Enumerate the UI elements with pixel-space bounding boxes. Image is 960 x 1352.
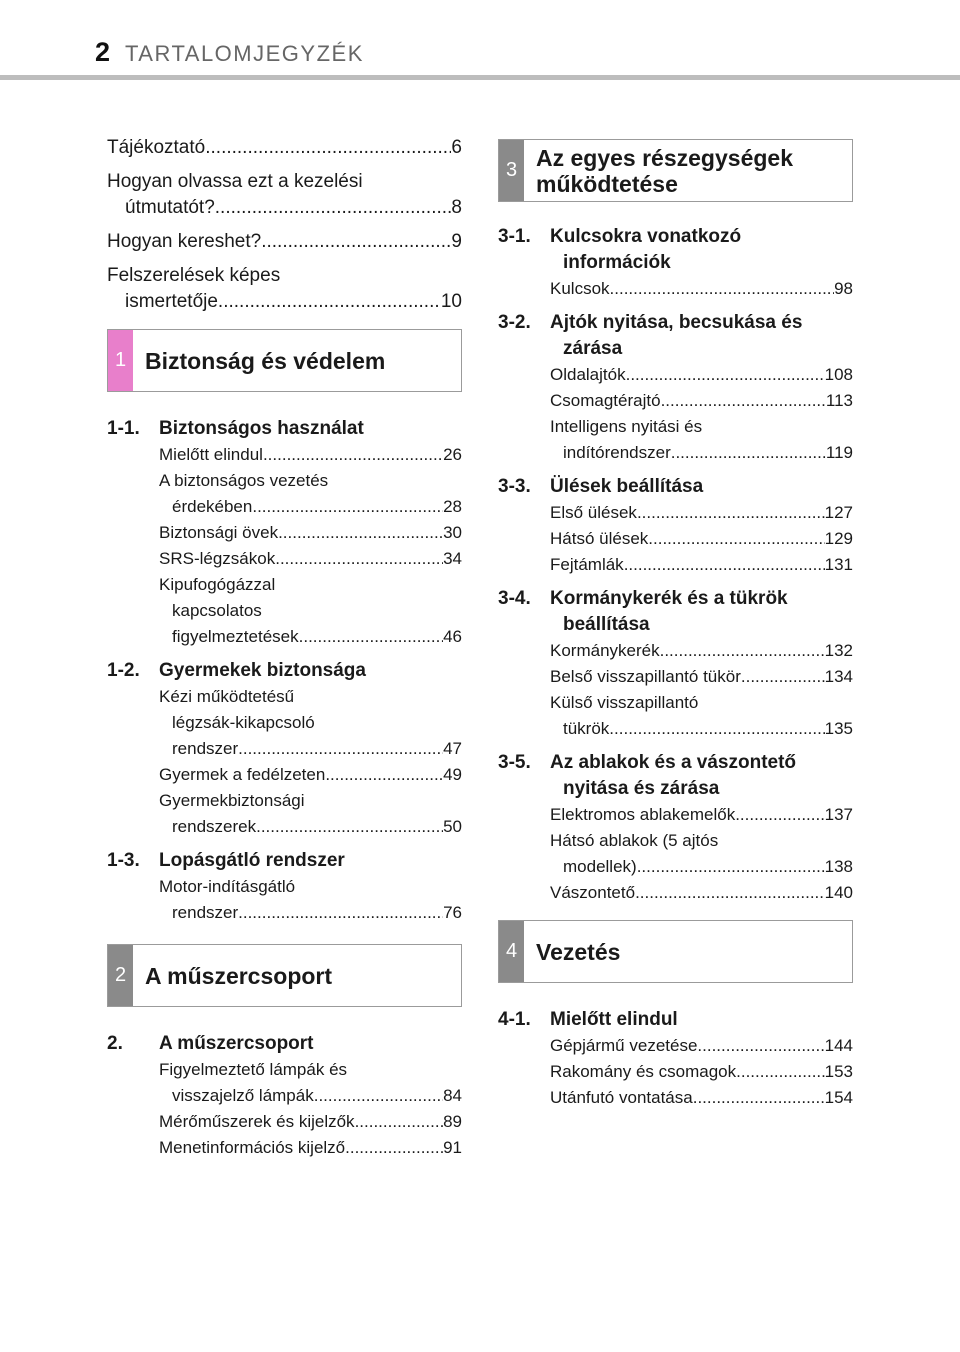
toc-item[interactable]: Gyermekbiztonsági rendszerek ..... 50 <box>159 788 462 840</box>
header-rule <box>0 75 960 80</box>
section-3-5-items <box>498 802 853 906</box>
chapter-2-tab: 2 <box>108 945 133 1006</box>
toc-item[interactable]: Kormánykerék ..... 132 <box>550 638 853 664</box>
header-title: TARTALOMJEGYZÉK <box>125 41 364 66</box>
chapter-3-tab: 3 <box>499 140 524 201</box>
chapter-1-title: Biztonság és védelem <box>145 347 386 374</box>
toc-item[interactable]: Csomagtérajtó ..... 113 <box>550 388 853 414</box>
chapter-1-header[interactable] <box>107 329 462 392</box>
toc-item[interactable]: Hátsó ablakok (5 ajtós modellek) ..... 138 <box>550 828 853 880</box>
section-3-3-title[interactable]: 3-3. Ülések beállítása <box>498 476 704 497</box>
toc-item[interactable]: Belső visszapillantó tükör ..... 134 <box>550 664 853 690</box>
chapter-3-title: Az egyes részegységek működtetése <box>536 144 793 197</box>
section-3-2-items <box>498 362 853 466</box>
section-1-3-items <box>107 874 462 926</box>
toc-item[interactable]: Menetinformációs kijelző ..... 91 <box>159 1135 462 1161</box>
toc-item[interactable]: Elektromos ablakemelők ..... 137 <box>550 802 853 828</box>
chapter-4-title: Vezetés <box>536 938 621 965</box>
section-3-5-title[interactable]: 3-5. Az ablakok és a vászontető nyitása és zárása <box>498 752 797 799</box>
toc-item[interactable]: Mérőműszerek és kijelzők ..... 89 <box>159 1109 462 1135</box>
chapter-1-tab: 1 <box>108 330 133 391</box>
toc-item[interactable]: Oldalajtók ..... 108 <box>550 362 853 388</box>
toc-item[interactable]: Első ülések ..... 127 <box>550 500 853 526</box>
section-3-4-title[interactable]: 3-4. Kormánykerék és a tükrök beállítása <box>498 588 788 635</box>
toc-item[interactable]: Kézi működtetésű légzsák-kikapcsoló rendszer ..... 47 <box>159 684 462 762</box>
section-1-1-items <box>107 442 462 650</box>
section-1-3-title[interactable]: 1-3. Lopásgátló rendszer <box>107 850 345 871</box>
section-3-1-items <box>498 276 853 302</box>
toc-entry-hogyan-kereshet[interactable]: Hogyan kereshet? ..... 9 <box>107 229 462 255</box>
toc-left-column <box>107 135 462 1161</box>
toc-item[interactable]: Motor-indításgátló rendszer ..... 76 <box>159 874 462 926</box>
toc-entry-tajekoztato[interactable]: Tájékoztató ..... 6 <box>107 135 462 161</box>
section-1-1-title[interactable]: 1-1. Biztonságos használat <box>107 418 364 439</box>
chapter-4-header[interactable] <box>498 920 853 983</box>
section-1-2-title[interactable]: 1-2. Gyermekek biztonsága <box>107 660 366 681</box>
page-header <box>0 0 960 80</box>
toc-item[interactable]: Vászontető ..... 140 <box>550 880 853 906</box>
toc-item[interactable]: Utánfutó vontatása ..... 154 <box>550 1085 853 1111</box>
toc-item[interactable]: Külső visszapillantó tükrök ..... 135 <box>550 690 853 742</box>
toc-item[interactable]: Intelligens nyitási és indítórendszer ..... 119 <box>550 414 853 466</box>
chapter-3-header[interactable] <box>498 139 853 202</box>
toc-item[interactable]: Kipufogógázzal kapcsolatos figyelmeztetések ..... 46 <box>159 572 462 650</box>
section-3-4-items <box>498 638 853 742</box>
toc-item[interactable]: Gépjármű vezetése ..... 144 <box>550 1033 853 1059</box>
section-3-3-items <box>498 500 853 578</box>
chapter-2-header[interactable] <box>107 944 462 1007</box>
toc-entry-hogyan-olvassa[interactable]: Hogyan olvassa ezt a kezelési útmutatót? ..... 8 <box>107 169 462 221</box>
toc-right-column <box>498 139 853 1111</box>
toc-item[interactable]: A biztonságos vezetés érdekében ..... 28 <box>159 468 462 520</box>
toc-item[interactable]: Hátsó ülések ..... 129 <box>550 526 853 552</box>
section-2-title[interactable]: 2. A műszercsoport <box>107 1033 314 1054</box>
toc-item[interactable]: Rakomány és csomagok ..... 153 <box>550 1059 853 1085</box>
toc-entry-felszerelesek[interactable]: Felszerelések képes ismertetője ..... 10 <box>107 263 462 315</box>
section-3-1-title[interactable]: 3-1. Kulcsokra vonatkozó információk <box>498 226 742 273</box>
toc-item[interactable]: SRS-légzsákok ..... 34 <box>159 546 462 572</box>
page-number: 2 <box>95 37 111 67</box>
section-3-2-title[interactable]: 3-2. Ajtók nyitása, becsukása és zárása <box>498 312 803 359</box>
toc-item[interactable]: Kulcsok ..... 98 <box>550 276 853 302</box>
toc-item[interactable]: Fejtámlák ..... 131 <box>550 552 853 578</box>
toc-item[interactable]: Figyelmeztető lámpák és visszajelző lámpák ..... 84 <box>159 1057 462 1109</box>
toc-item[interactable]: Biztonsági övek ..... 30 <box>159 520 462 546</box>
section-1-2-items <box>107 684 462 840</box>
chapter-2-title: A műszercsoport <box>145 962 333 989</box>
section-4-1-items <box>498 1033 853 1111</box>
section-4-1-title[interactable]: 4-1. Mielőtt elindul <box>498 1009 678 1030</box>
toc-item[interactable]: Gyermek a fedélzeten ..... 49 <box>159 762 462 788</box>
section-2-items <box>107 1057 462 1161</box>
chapter-4-tab: 4 <box>499 921 524 982</box>
toc-item[interactable]: Mielőtt elindul ..... 26 <box>159 442 462 468</box>
